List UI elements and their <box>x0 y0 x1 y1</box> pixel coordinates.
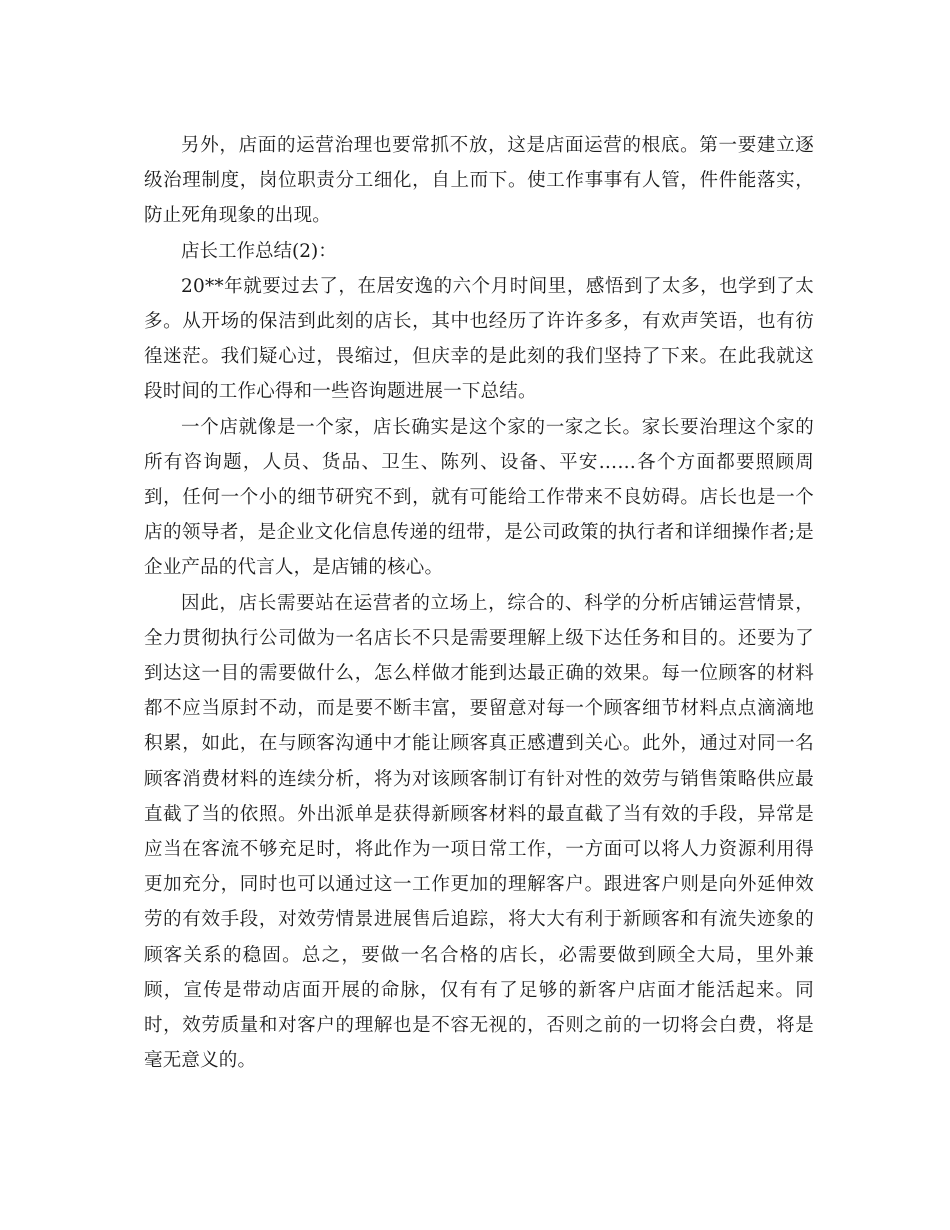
section-heading: 店长工作总结(2)： <box>181 240 337 262</box>
paragraph-store-like-family: 一个店就像是一个家，店长确实是这个家的一家之长。家长要治理这个家的所有咨询题，人员、货品、卫生、陈列、设备、平安……各个方面都要照顾周到，任何一个小的细节研究不到，就有可能给工作带来不良妨碍。店长也是一个店的领导者，是企业文化信息传递的纽带，是公司政策的执行者和详细操作者;是企业产品的代言人，是店铺的核心。 <box>144 416 814 579</box>
document-body <box>144 128 814 1078</box>
paragraph-manager-duties: 因此，店长需要站在运营者的立场上，综合的、科学的分析店铺运营情景，全力贯彻执行公司做为一名店长不只是需要理解上级下达任务和目的。还要为了到达这一目的需要做什么，怎么样做才能到达最正确的效果。每一位顾客的材料都不应当原封不动，而是要不断丰富，要留意对每一个顾客细节材料点点滴滴地积累，如此，在与顾客沟通中才能让顾客真正感遭到关心。此外，通过对同一名顾客消费材料的连续分析，将为对该顾客制订有针对性的效劳与销售策略供应最直截了当的依照。外出派单是获得新顾客材料的最直截了当有效的手段，异常是应当在客流不够充足时，将此作为一项日常工作，一方面可以将人力资源利用得更加充分，同时也可以通过这一工作更加的理解客户。跟进客户则是向外延伸效劳的有效手段，对效劳情景进展售后追踪，将大大有利于新顾客和有流失迹象的顾客关系的稳固。总之，要做一名合格的店长，必需要做到顾全大局，里外兼顾，宣传是带动店面开展的命脉，仅有有了足够的新客户店面才能活起来。同时，效劳质量和对客户的理解也是不容无视的，否则之前的一切将会白费，将是毫无意义的。 <box>144 592 814 1072</box>
paragraph-year-summary: 20**年就要过去了，在居安逸的六个月时间里，感悟到了太多，也学到了太多。从开场的保洁到此刻的店长，其中也经历了许许多多，有欢声笑语，也有彷徨迷茫。我们疑心过，畏缩过，但庆幸的是此刻的我们坚持了下来。在此我就这段时间的工作心得和一些咨询题进展一下总结。 <box>144 275 814 403</box>
paragraph-operations-management: 另外，店面的运营治理也要常抓不放，这是店面运营的根底。第一要建立逐级治理制度，岗位职责分工细化，自上而下。使工作事事有人管，件件能落实，防止死角现象的出现。 <box>144 135 814 227</box>
